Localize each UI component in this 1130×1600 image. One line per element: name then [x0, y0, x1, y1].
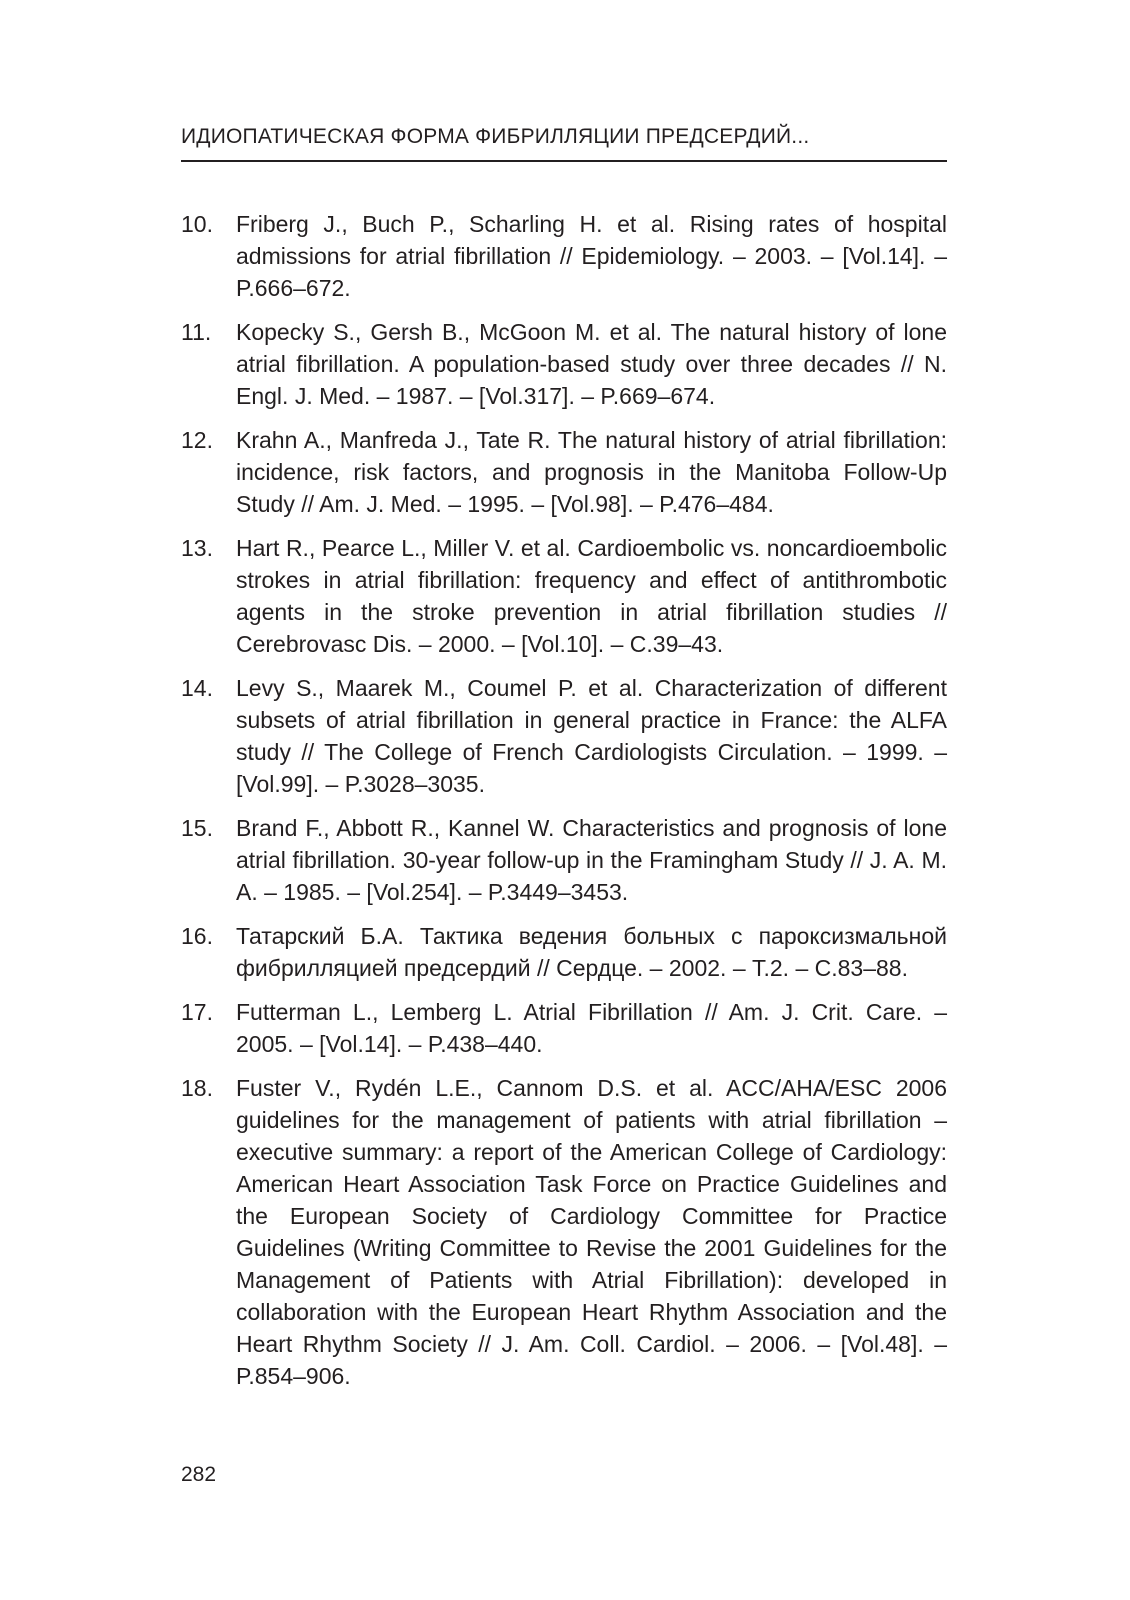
reference-number: 12. [181, 427, 213, 453]
reference-item [181, 920, 947, 984]
reference-list [181, 208, 947, 1404]
reference-number: 17. [181, 999, 213, 1025]
reference-number: 10. [181, 211, 213, 237]
reference-item [181, 316, 947, 412]
reference-item [181, 996, 947, 1060]
reference-item [181, 1072, 947, 1392]
reference-number: 18. [181, 1075, 213, 1101]
reference-number: 16. [181, 923, 213, 949]
reference-text: Futterman L., Lemberg L. Atrial Fibrillation // Am. J. Crit. Care. – 2005. – [Vol.14]. – P.438–440. [236, 999, 947, 1057]
reference-number: 14. [181, 675, 213, 701]
reference-number: 11. [181, 319, 212, 345]
reference-text: Friberg J., Buch P., Scharling H. et al. Rising rates of hospital admissions for atrial fibrillation // Epidemiology. – 2003. – [Vol.14]. – P.666–672. [236, 211, 947, 301]
reference-item [181, 424, 947, 520]
reference-text: Kopecky S., Gersh B., McGoon M. et al. The natural history of lone atrial fibrillation. A population-based study over three decades // N. Engl. J. Med. – 1987. – [Vol.317]. – P.669–674. [236, 319, 947, 409]
reference-item [181, 208, 947, 304]
reference-text: Krahn A., Manfreda J., Tate R. The natural history of atrial fibrillation: incidence, risk factors, and prognosis in the Manitoba Follow-Up Study // Am. J. Med. – 1995. – [Vol.98]. – P.476–484. [236, 427, 947, 517]
reference-text: Levy S., Maarek M., Coumel P. et al. Characterization of different subsets of atrial fibrillation in general practice in France: the ALFA study // The College of French Cardiologists Circulation. – 1999. – [Vol.99]. – P.3028–3035. [236, 675, 947, 797]
header-rule [181, 160, 947, 162]
reference-number: 15. [181, 815, 213, 841]
running-title: ИДИОПАТИЧЕСКАЯ ФОРМА ФИБРИЛЛЯЦИИ ПРЕДСЕРДИЙ... [181, 125, 810, 148]
reference-text: Татарский Б.А. Тактика ведения больных с пароксизмальной фибрилляцией предсердий // Сердце. – 2002. – Т.2. – С.83–88. [236, 923, 947, 981]
reference-text: Hart R., Pearce L., Miller V. et al. Cardioembolic vs. noncardioembolic strokes in atrial fibrillation: frequency and effect of antithrombotic agents in the stroke prevention in atrial fibrillation studies // Cerebrovasc Dis. – 2000. – [Vol.10]. – C.39–43. [236, 535, 947, 657]
reference-item [181, 672, 947, 800]
reference-text: Fuster V., Rydén L.E., Cannom D.S. et al. ACC/AHA/ESC 2006 guidelines for the management of patients with atrial fibrillation – executive summary: a report of the American College of Cardiology: American Heart Association Task Force on Practice Guidelines and the European Society of Cardiology Committee for Practice Guidelines (Writing Committee to Revise the 2001 Guidelines for the Management of Patients with Atrial Fibrillation): developed in collaboration with the European Heart Rhythm Association and the Heart Rhythm Society // J. Am. Coll. Cardiol. – 2006. – [Vol.48]. – P.854–906. [236, 1075, 947, 1389]
reference-item [181, 532, 947, 660]
reference-number: 13. [181, 535, 213, 561]
reference-item [181, 812, 947, 908]
page-number: 282 [181, 1463, 217, 1486]
reference-text: Brand F., Abbott R., Kannel W. Characteristics and prognosis of lone atrial fibrillation. 30-year follow-up in the Framingham Study // J. A. M. A. – 1985. – [Vol.254]. – P.3449–3453. [236, 815, 947, 905]
